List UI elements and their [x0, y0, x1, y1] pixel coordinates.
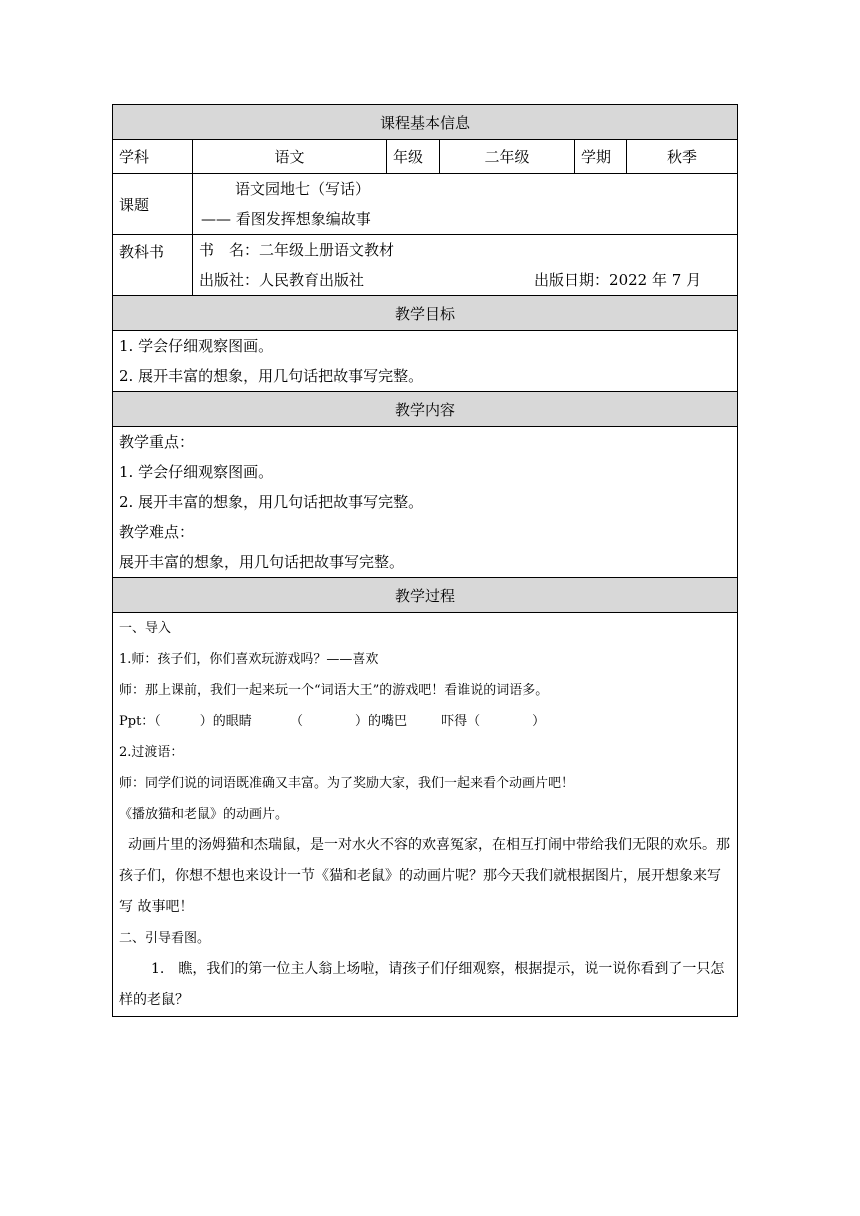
term-label: 学期	[575, 140, 627, 174]
lesson-plan-table	[112, 104, 738, 1017]
process-section-title: 二、引导看图。	[119, 931, 211, 946]
subject-label: 学科	[113, 140, 193, 174]
section-header-basic-info: 课程基本信息	[113, 105, 738, 140]
process-cell	[113, 613, 738, 1017]
publisher: 出版社：人民教育出版社	[199, 271, 365, 289]
publisher-row	[199, 265, 731, 295]
goals-cell	[113, 331, 738, 392]
publish-date: 出版日期：2022 年 7 月	[534, 271, 702, 289]
key-points-label: 教学重点：	[119, 433, 195, 451]
process-paragraph: 《播放猫和老鼠》的动画片。	[119, 807, 289, 822]
goal-item: 1. 学会仔细观察图画。	[119, 337, 274, 355]
textbook-label: 教科书	[113, 235, 193, 296]
content-cell	[113, 427, 738, 578]
book-name: 书 名：二年级上册语文教材	[199, 241, 395, 259]
textbook-value	[193, 235, 738, 296]
topic-line-2: —— 看图发挥想象编故事	[201, 210, 371, 228]
process-paragraph: 师：那上课前，我们一起来玩一个“词语大王”的游戏吧！看谁说的词语多。	[119, 683, 549, 698]
section-header-process: 教学过程	[113, 578, 738, 613]
goal-item: 2. 展开丰富的想象，用几句话把故事写完整。	[119, 367, 424, 385]
lesson-plan-document	[112, 104, 737, 1017]
section-header-content: 教学内容	[113, 392, 738, 427]
difficulty-label: 教学难点：	[119, 523, 195, 541]
term-value: 秋季	[627, 140, 738, 174]
key-point-item: 1. 学会仔细观察图画。	[119, 463, 274, 481]
grade-value: 二年级	[440, 140, 575, 174]
key-point-item: 2. 展开丰富的想象，用几句话把故事写完整。	[119, 493, 424, 511]
topic-label: 课题	[113, 174, 193, 235]
topic-value	[193, 174, 738, 235]
process-paragraph: 动画片里的汤姆猫和杰瑞鼠，是一对水火不容的欢喜冤家，在相互打闹中带给我们无限的欢乐。那孩子们，你想不想也来设计一节《猫和老鼠》的动画片呢？那今天我们就根据图片，展开想象来写写 故事吧！	[119, 837, 730, 915]
subject-value: 语文	[193, 140, 387, 174]
difficulty-text: 展开丰富的想象，用几句话把故事写完整。	[119, 553, 405, 571]
ppt-prompt: Ppt：（ ）的眼睛	[119, 714, 252, 729]
ppt-prompts	[119, 706, 731, 737]
process-section-title: 一、导入	[119, 621, 172, 636]
grade-label: 年级	[387, 140, 440, 174]
topic-line-1: 语文园地七（写话）	[235, 180, 371, 198]
process-paragraph: 师：同学们说的词语既准确又丰富。为了奖励大家，我们一起来看个动画片吧！	[119, 776, 575, 791]
process-paragraph: 2.过渡语：	[119, 745, 184, 760]
ppt-prompt: 吓得（ ）	[441, 714, 546, 729]
process-paragraph: 1.师：孩子们，你们喜欢玩游戏吗？——喜欢	[119, 652, 379, 667]
process-paragraph: 1. 瞧，我们的第一位主人翁上场啦，请孩子们仔细观察，根据提示，说一说你看到了一只怎样的老鼠？	[119, 961, 725, 1008]
section-header-goals: 教学目标	[113, 296, 738, 331]
ppt-prompt: （ ）的嘴巴	[289, 714, 407, 729]
